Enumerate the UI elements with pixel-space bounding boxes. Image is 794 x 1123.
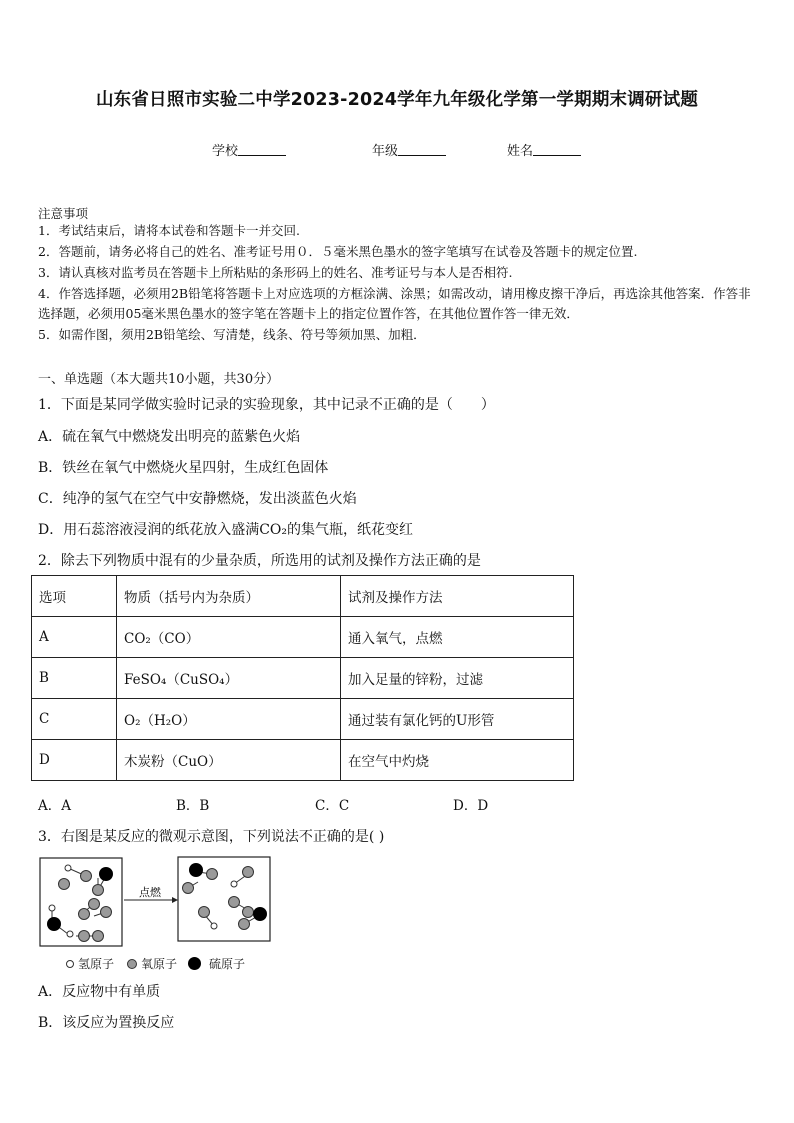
legend-hydrogen [66,955,114,972]
oxygen-atom [79,909,90,920]
sulfur-atom [253,907,267,921]
sulfur-atom-icon [188,957,201,970]
question-2-answer-a: A．A [38,798,71,814]
question-1-option-a: A．硫在氧气中燃烧发出明亮的蓝紫色火焰 [38,429,301,445]
oxygen-atom [101,907,112,918]
product-molecules [183,863,268,930]
arrow-head [172,897,178,903]
question-1-option-c: C．纯净的氢气在空气中安静燃烧，发出淡蓝色火焰 [38,491,357,507]
grade-blank [398,143,446,156]
oxygen-atom [93,931,104,942]
hydrogen-atom [49,905,55,911]
notice-item: 5．如需作图，须用2B铅笔绘、写清楚，线条、符号等须加黑、加粗． [38,327,426,342]
oxygen-atom [243,867,254,878]
table-cell: B [32,658,117,699]
notice-item: 4．作答选择题，必须用2B铅笔将答题卡上对应选项的方框涂满、涂黑；如需改动，请用橡皮擦干净后，再选涂其他答案．作答非选择题，必须用05毫米黑色墨水的签字笔在答题卡上的指定位置作答，在其他位置作答一律无效． [38,286,751,321]
oxygen-atom [183,883,194,894]
notice-heading: 注意事项 [38,206,89,221]
table-row [32,740,574,781]
school-field [212,140,286,159]
table-row [32,617,574,658]
table-cell: CO₂（CO） [117,617,341,658]
legend-sulfur [188,955,245,972]
question-1-option-d: D．用石蕊溶液浸润的纸花放入盛满CO₂的集气瓶，纸花变红 [38,522,414,538]
sulfur-atom [47,917,61,931]
question-3-option-a: A．反应物中有单质 [38,984,161,1000]
question-3-stem: 3．右图是某反应的微观示意图，下列说法不正确的是( ) [38,829,385,845]
table-header: 物质（括号内为杂质） [117,576,341,617]
reactant-molecules [47,865,113,942]
exam-title: 山东省日照市实验二中学2023-2024学年九年级化学第一学期期末调研试题 [95,90,699,110]
oxygen-atom [81,871,92,882]
notice-item: 1．考试结束后，请将本试卷和答题卡一并交回. [38,223,300,238]
oxygen-atom [207,869,218,880]
name-blank [533,143,581,156]
table-cell: FeSO₄（CuSO₄） [117,658,341,699]
table-cell: 通入氧气，点燃 [341,617,574,658]
arrow-label: 点燃 [139,886,161,899]
legend-label: 氧原子 [141,957,178,971]
question-2-answer-d: D．D [453,798,489,814]
hydrogen-atom [231,881,237,887]
sulfur-atom [99,867,113,881]
question-2-table [31,575,574,781]
school-label: 学校 [212,144,239,159]
name-field [507,140,581,159]
question-2-answer-b: B．B [176,798,210,814]
oxygen-atom [93,885,104,896]
section-heading: 一、单选题（本大题共10小题，共30分） [38,372,280,387]
grade-label: 年级 [372,144,399,159]
hydrogen-atom-icon [66,960,74,968]
hydrogen-atom [67,931,73,937]
oxygen-atom-icon [127,959,137,969]
table-cell: 加入足量的锌粉，过滤 [341,658,574,699]
oxygen-atom [243,907,254,918]
legend-oxygen [127,955,177,972]
table-cell: A [32,617,117,658]
legend-label: 硫原子 [209,957,246,971]
question-2-stem: 2．除去下列物质中混有的少量杂质，所选用的试剂及操作方法正确的是 [38,553,481,569]
oxygen-atom [239,919,250,930]
notice-item: 2．答题前，请务必将自己的姓名、准考证号用０．５毫米黑色墨水的签字笔填写在试卷及答题卡的规定位置. [38,244,638,259]
question-3-option-b: B．该反应为置换反应 [38,1015,175,1031]
sulfur-atom [189,863,203,877]
hydrogen-atom [211,923,217,929]
question-2-answer-c: C．C [315,798,350,814]
oxygen-atom [79,931,90,942]
oxygen-atom [59,879,70,890]
table-cell: C [32,699,117,740]
table-header-row [32,576,574,617]
oxygen-atom [199,907,210,918]
legend-label: 氢原子 [78,957,115,971]
table-cell: 木炭粉（CuO） [117,740,341,781]
question-1-stem: 1．下面是某同学做实验时记录的实验现象，其中记录不正确的是（ ） [38,397,495,413]
table-cell: 在空气中灼烧 [341,740,574,781]
table-header: 选项 [32,576,117,617]
question-1-option-b: B．铁丝在氧气中燃烧火星四射，生成红色固体 [38,460,329,476]
table-row [32,699,574,740]
school-blank [238,143,286,156]
hydrogen-atom [65,865,71,871]
table-row [32,658,574,699]
reaction-diagram [38,854,278,950]
grade-field [372,140,446,159]
notice-item: 3．请认真核对监考员在答题卡上所粘贴的条形码上的姓名、准考证号与本人是否相符. [38,265,513,280]
oxygen-atom [229,897,240,908]
name-label: 姓名 [507,144,534,159]
oxygen-atom [89,899,100,910]
table-cell: 通过装有氯化钙的U形管 [341,699,574,740]
table-cell: D [32,740,117,781]
table-cell: O₂（H₂O） [117,699,341,740]
table-header: 试剂及操作方法 [341,576,574,617]
